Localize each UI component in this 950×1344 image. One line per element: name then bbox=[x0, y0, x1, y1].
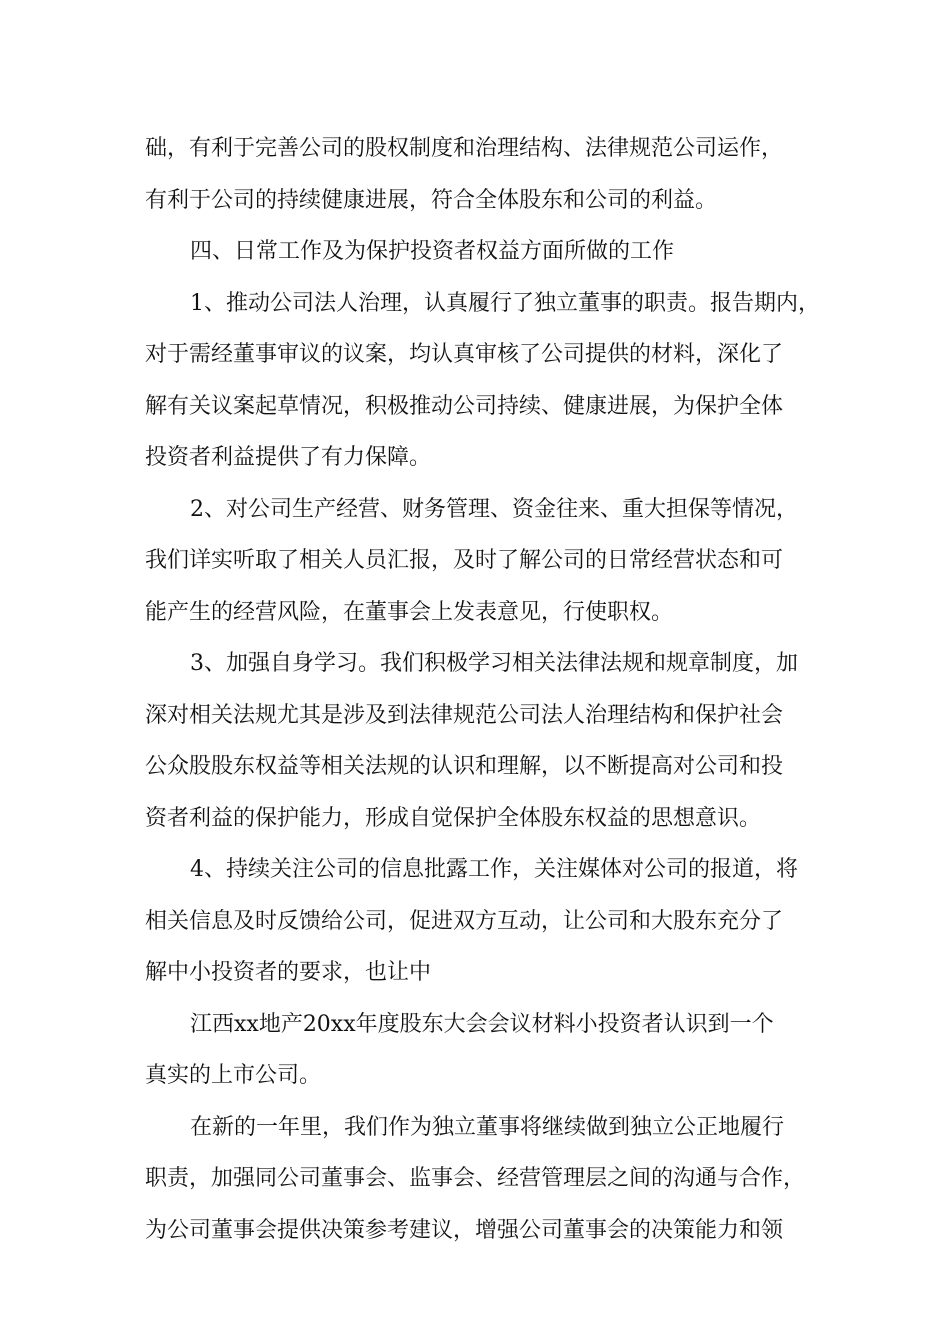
paragraph-start: 1、推动公司法人治理，认真履行了独立董事的职责。报告期内， bbox=[190, 291, 820, 316]
text-line: 职责，加强同公司董事会、监事会、经营管理层之间的沟通与合作， bbox=[145, 1166, 806, 1191]
text-line: 础，有利于完善公司的股权制度和治理结构、法律规范公司运作， bbox=[145, 136, 784, 161]
text-line: 真实的上市公司。 bbox=[145, 1063, 322, 1088]
text-line: 深对相关法规尤其是涉及到法律规范公司法人治理结构和保护社会 bbox=[145, 703, 784, 728]
section-heading: 四、日常工作及为保护投资者权益方面所做的工作 bbox=[190, 239, 675, 264]
text-line: 公众股股东权益等相关法规的认识和理解，以不断提高对公司和投 bbox=[145, 754, 784, 779]
text-line: 为公司董事会提供决策参考建议，增强公司董事会的决策能力和领 bbox=[145, 1218, 784, 1243]
text-line: 解有关议案起草情况，积极推动公司持续、健康进展，为保护全体 bbox=[145, 394, 784, 419]
text-line: 能产生的经营风险，在董事会上发表意见，行使职权。 bbox=[145, 600, 674, 625]
text-line: 对于需经董事审议的议案，均认真审核了公司提供的材料，深化了 bbox=[145, 342, 784, 367]
paragraph-start: 在新的一年里，我们作为独立董事将继续做到独立公正地履行 bbox=[190, 1115, 785, 1140]
paragraph-start: 3、加强自身学习。我们积极学习相关法律法规和规章制度，加 bbox=[190, 651, 798, 676]
paragraph-start: 4、持续关注公司的信息批露工作，关注媒体对公司的报道，将 bbox=[190, 857, 798, 882]
text-line: 投资者利益提供了有力保障。 bbox=[145, 445, 432, 470]
paragraph-start: 江西xx地产20xx年度股东大会会议材料小投资者认识到一个 bbox=[190, 1012, 774, 1037]
text-line: 相关信息及时反馈给公司，促进双方互动，让公司和大股东充分了 bbox=[145, 909, 784, 934]
text-line: 有利于公司的持续健康进展，符合全体股东和公司的利益。 bbox=[145, 188, 718, 213]
text-line: 我们详实听取了相关人员汇报，及时了解公司的日常经营状态和可 bbox=[145, 548, 784, 573]
paragraph-start: 2、对公司生产经营、财务管理、资金往来、重大担保等情况， bbox=[190, 497, 798, 522]
text-line: 资者利益的保护能力，形成自觉保护全体股东权益的思想意识。 bbox=[145, 806, 762, 831]
text-line: 解中小投资者的要求，也让中 bbox=[145, 960, 432, 985]
